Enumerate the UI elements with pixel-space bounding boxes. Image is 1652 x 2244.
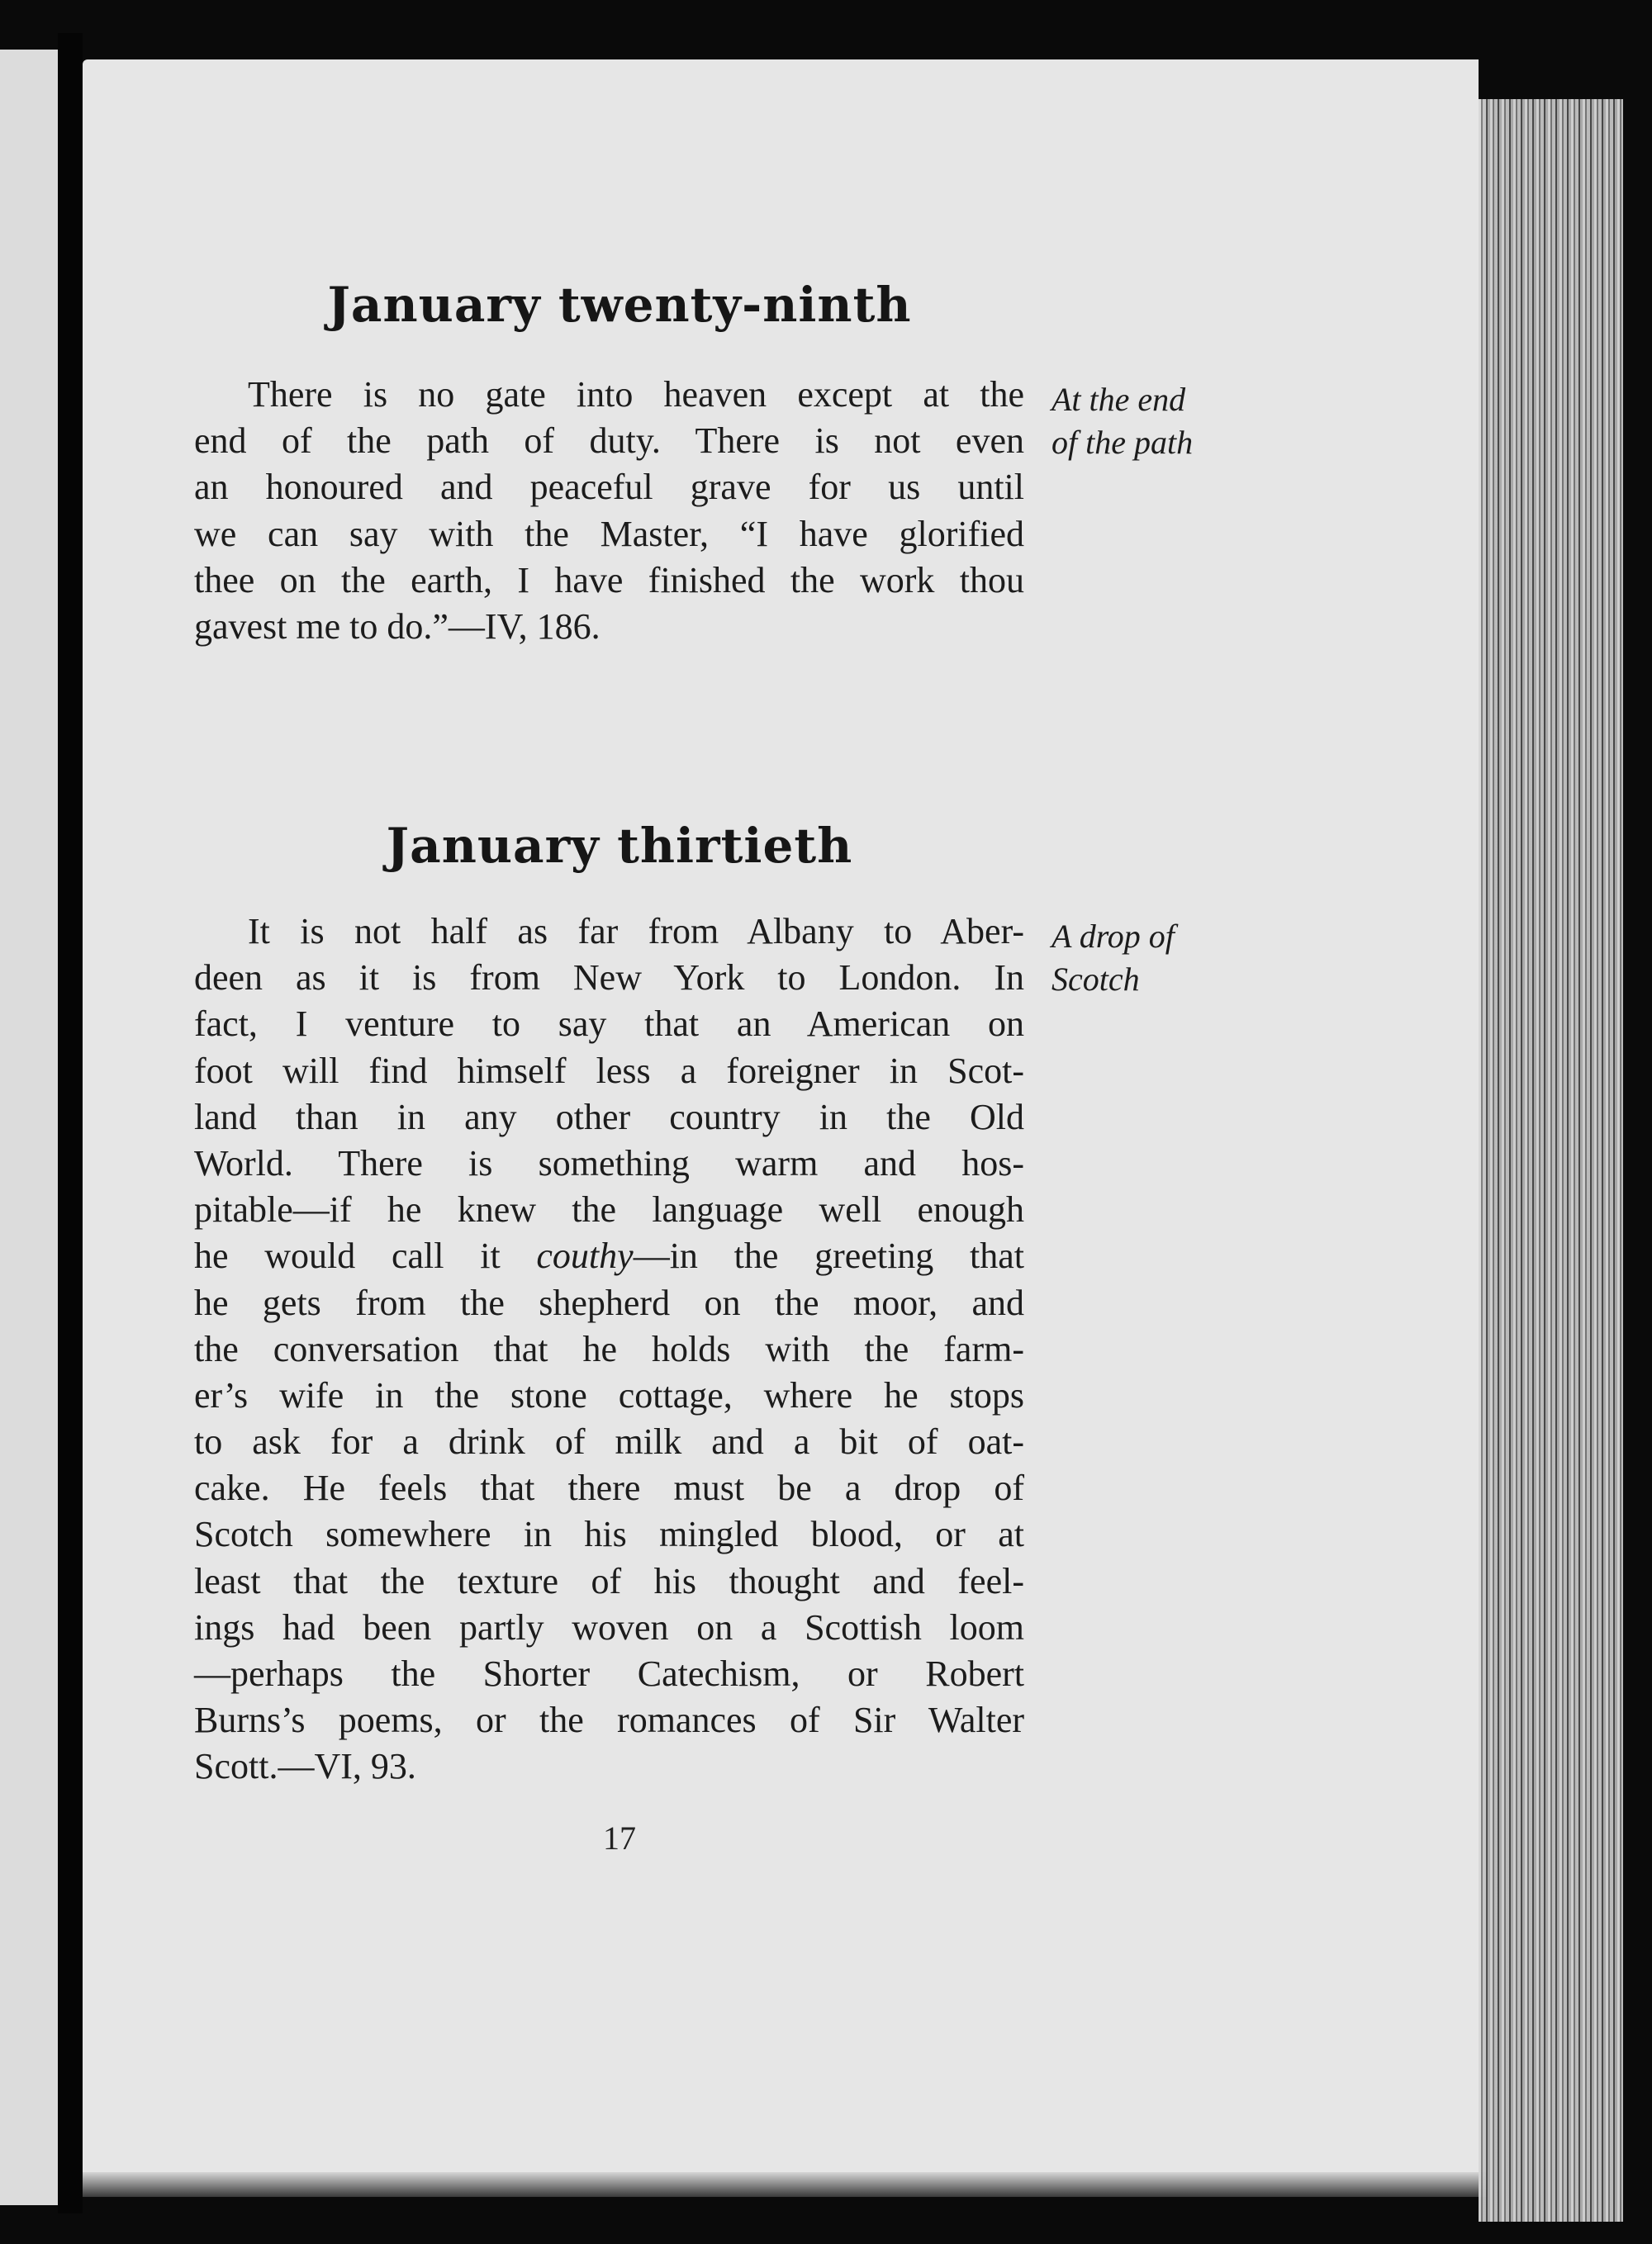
entry-heading-january-30: January thirtieth bbox=[386, 818, 853, 874]
body-line: gavest me to do.”—IV, 186. bbox=[194, 605, 601, 647]
body-line: foot will find himself less a foreigner in Scot- bbox=[194, 1050, 1024, 1091]
page-edges bbox=[1479, 83, 1623, 2222]
body-line: fact, I venture to say that an American on bbox=[194, 1003, 1024, 1045]
book-gutter bbox=[58, 33, 83, 2213]
body-line: land than in any other country in the Old bbox=[194, 1096, 1024, 1137]
body-line: World. There is something warm and hos- bbox=[194, 1142, 1024, 1184]
body-line: we can say with the Master, “I have glorified bbox=[194, 513, 1024, 554]
body-line: er’s wife in the stone cottage, where he stops bbox=[194, 1374, 1024, 1416]
body-line: thee on the earth, I have finished the work thou bbox=[194, 559, 1024, 600]
body-line: end of the path of duty. There is not even bbox=[194, 420, 1024, 462]
entry-body-january-30 bbox=[194, 909, 1024, 1791]
entry-body-january-29 bbox=[194, 372, 1024, 650]
page-number: 17 bbox=[603, 1819, 636, 1857]
body-line: he gets from the shepherd on the moor, and bbox=[194, 1282, 1024, 1323]
body-line: It is not half as far from Albany to Aber- bbox=[248, 911, 1024, 951]
body-line: the conversation that he holds with the farm- bbox=[194, 1328, 1024, 1369]
side-note-january-29 bbox=[1051, 378, 1283, 464]
body-line: pitable—if he knew the language well enough bbox=[194, 1189, 1024, 1231]
body-line: cake. He feels that there must be a drop of bbox=[194, 1468, 1024, 1509]
previous-page-edge bbox=[0, 50, 58, 2205]
page-edges-top bbox=[1479, 50, 1644, 99]
body-line: to ask for a drink of milk and a bit of oat- bbox=[194, 1421, 1024, 1463]
side-note-line: Scotch bbox=[1051, 961, 1140, 998]
side-note-line: A drop of bbox=[1051, 918, 1175, 955]
body-line: There is no gate into heaven except at the bbox=[248, 374, 1024, 415]
side-note-line: At the end bbox=[1051, 381, 1186, 418]
body-line: Scotch somewhere in his mingled blood, or at bbox=[194, 1514, 1024, 1555]
italic-word: couthy bbox=[536, 1236, 634, 1277]
body-line: Scott.—VI, 93. bbox=[194, 1746, 416, 1787]
body-line: least that the texture of his thought and feel- bbox=[194, 1560, 1024, 1601]
body-line: deen as it is from New York to London. In bbox=[194, 957, 1024, 999]
body-text: he would call it bbox=[194, 1236, 501, 1277]
body-line: an honoured and peaceful grave for us until bbox=[194, 467, 1024, 508]
body-line: ings had been partly woven on a Scottish loom bbox=[194, 1606, 1024, 1648]
body-line: —perhaps the Shorter Catechism, or Robert bbox=[194, 1653, 1024, 1694]
side-note-line: of the path bbox=[1051, 424, 1194, 461]
body-line-with-italic bbox=[194, 1233, 1024, 1279]
entry-heading-january-29: January twenty-ninth bbox=[327, 277, 912, 333]
body-text: —in the greeting that bbox=[633, 1236, 1024, 1277]
page-bottom-shadow bbox=[83, 2172, 1487, 2197]
side-note-january-30 bbox=[1051, 915, 1283, 1001]
body-line: Burns’s poems, or the romances of Sir Walter bbox=[194, 1700, 1024, 1741]
